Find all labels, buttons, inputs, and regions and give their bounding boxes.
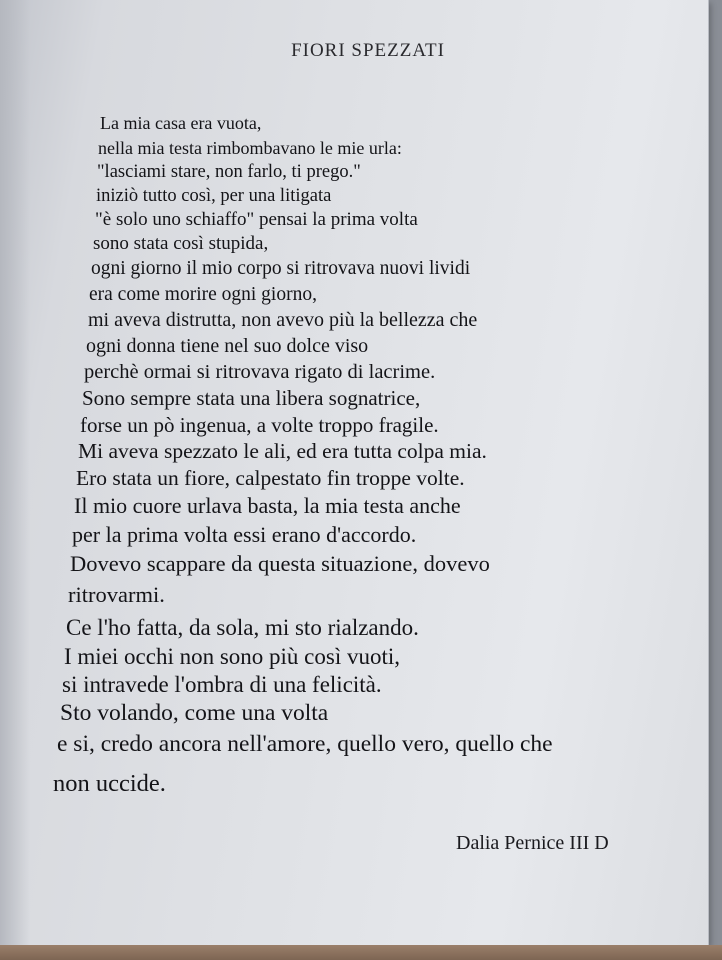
poem-line: si intravede l'ombra di una felicità. (62, 672, 382, 697)
poem-line: sono stata così stupida, (93, 233, 269, 254)
poem-line: La mia casa era vuota, (100, 113, 262, 133)
poem-line: I miei occhi non sono più così vuoti, (64, 644, 401, 669)
poem-line: per la prima volta essi erano d'accordo. (72, 522, 417, 547)
poem-line: iniziò tutto così, per una litigata (96, 186, 332, 206)
author-signature: Dalia Pernice III D (456, 832, 609, 854)
poem-line: Sto volando, come una volta (60, 700, 329, 726)
poem-line: Il mio cuore urlava basta, la mia testa anche (74, 493, 461, 518)
poem-line: ogni giorno il mio corpo si ritrovava nuovi lividi (91, 258, 471, 279)
poem-line: mi aveva distrutta, non avevo più la bellezza che (88, 309, 478, 331)
poem-line: ogni donna tiene nel suo dolce viso (86, 335, 369, 357)
poem-line: Dovevo scappare da questa situazione, dovevo (70, 551, 490, 576)
poem-line: Ce l'ho fatta, da sola, mi sto rialzando. (66, 615, 419, 640)
poem-line: non uccide. (53, 770, 166, 797)
table-surface (0, 945, 722, 960)
poem-title: FIORI SPEZZATI (291, 40, 445, 61)
poem-line: Sono sempre stata una libera sognatrice, (82, 386, 421, 410)
poem-line: ritrovarmi. (68, 582, 165, 607)
poem-line: "lasciami stare, non farlo, ti prego." (97, 162, 361, 182)
poem-line: "è solo uno schiaffo" pensai la prima volta (95, 209, 418, 230)
poem-line: forse un pò ingenua, a volte troppo fragile. (80, 413, 439, 437)
poem-line: nella mia testa rimbombavano le mie urla: (98, 138, 402, 158)
poem-line: e si, credo ancora nell'amore, quello vero, quello che (57, 731, 553, 757)
poem-line: era come morire ogni giorno, (89, 284, 317, 305)
poem-line: Mi aveva spezzato le ali, ed era tutta colpa mia. (78, 439, 487, 463)
poem-line: Ero stata un fiore, calpestato fin troppe volte. (76, 466, 465, 490)
poem-line: perchè ormai si ritrovava rigato di lacrime. (84, 361, 436, 383)
